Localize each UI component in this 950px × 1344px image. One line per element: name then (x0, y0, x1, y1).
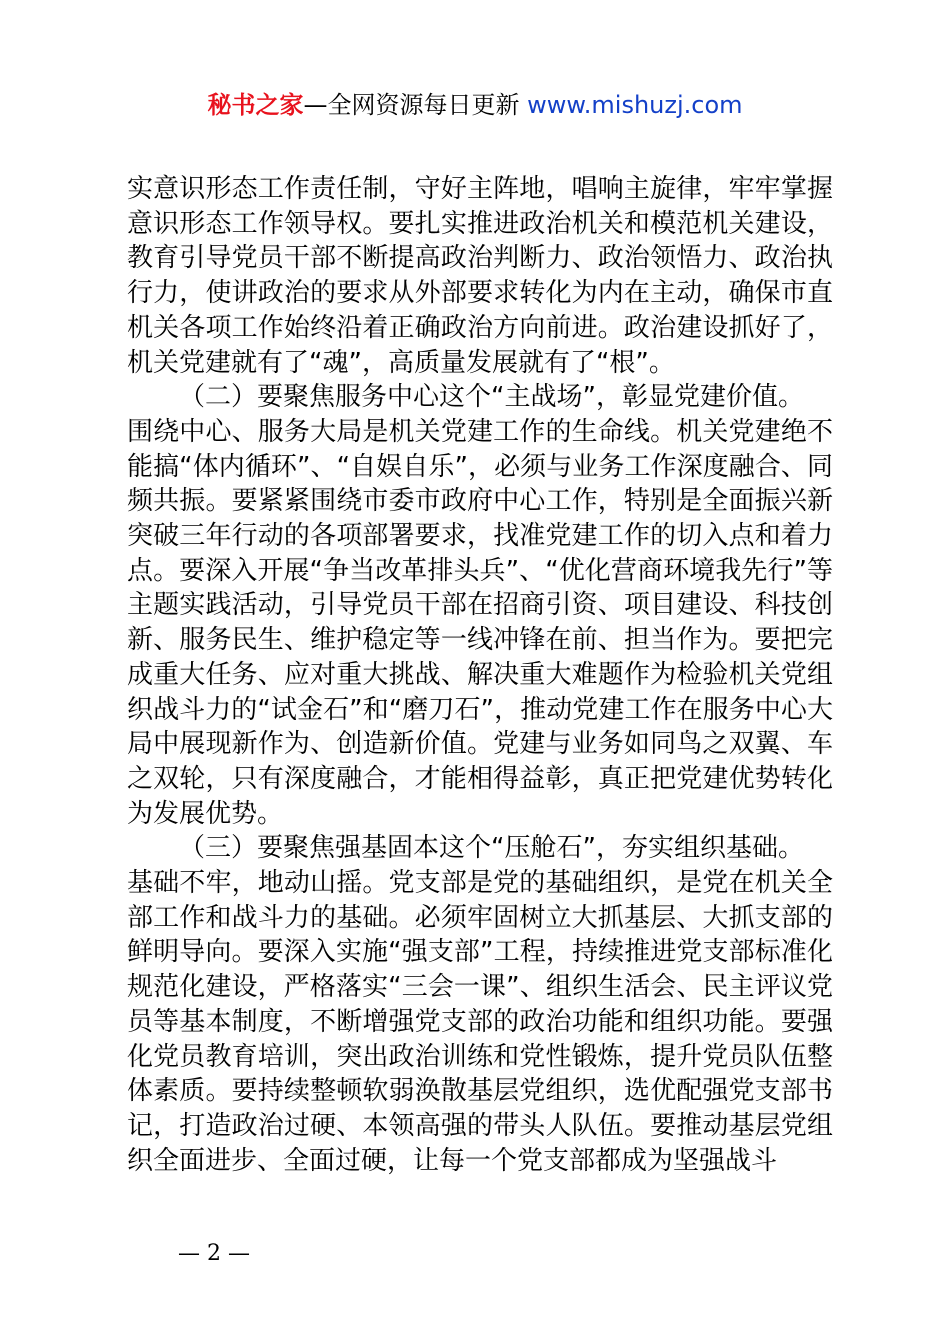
site-header (0, 88, 950, 122)
paragraph-continued: 实意识形态工作责任制，守好主阵地，唱响主旋律，牢牢掌握意识形态工作领导权。要扎实推进政治机关和模范机关建设，教育引导党员干部不断提高政治判断力、政治领悟力、政治执行力，使讲政治的要求从外部要求转化为内在主动，确保市直机关各项工作始终沿着正确政治方向前进。政治建设抓好了，机关党建就有了“魂”，高质量发展就有了“根”。 (127, 174, 833, 378)
paragraph: 围绕中心、服务大局是机关党建工作的生命线。机关党建绝不能搞“体内循环”、“自娱自乐”，必须与业务工作深度融合、同频共振。要紧紧围绕市委市政府中心工作，特别是全面振兴新突破三年行动的各项部署要求，找准党建工作的切入点和着力点。要深入开展“争当改革排头兵”、“优化营商环境我先行”等主题实践活动，引导党员干部在招商引资、项目建设、科技创新、服务民生、维护稳定等一线冲锋在前、担当作为。要把完成重大任务、应对重大挑战、解决重大难题作为检验机关党组织战斗力的“试金石”和“磨刀石”，推动党建工作在服务中心大局中展现新作为、创造新价值。党建与业务如同鸟之双翼、车之双轮，只有深度融合，才能相得益彰，真正把党建优势转化为发展优势。 (127, 416, 833, 829)
paragraph: 基础不牢，地动山摇。党支部是党的基础组织，是党在机关全部工作和战斗力的基础。必须牢固树立大抓基层、大抓支部的鲜明导向。要深入实施“强支部”工程，持续推进党支部标准化规范化建设，严格落实“三会一课”、组织生活会、民主评议党员等基本制度，不断增强党支部的政治功能和组织功能。要强化党员教育培训，突出政治训练和党性锻炼，提升党员队伍整体素质。要持续整顿软弱涣散基层党组织，选优配强党支部书记，打造政治过硬、本领高强的带头人队伍。要推动基层党组织全面进步、全面过硬，让每一个党支部都成为坚强战斗 (127, 868, 833, 1176)
section-heading-3: （三）要聚焦强基固本这个“压舱石”，夯实组织基础。 (179, 833, 804, 864)
brand-name: 秘书之家 (207, 91, 304, 119)
site-url[interactable]: www.mishuzj.com (527, 91, 743, 119)
section-heading-2: （二）要聚焦服务中心这个“主战场”，彰显党建价值。 (179, 382, 804, 413)
page-number: — 2 — (178, 1241, 250, 1266)
header-tagline: —全网资源每日更新 (303, 91, 528, 119)
document-body (127, 172, 833, 1178)
